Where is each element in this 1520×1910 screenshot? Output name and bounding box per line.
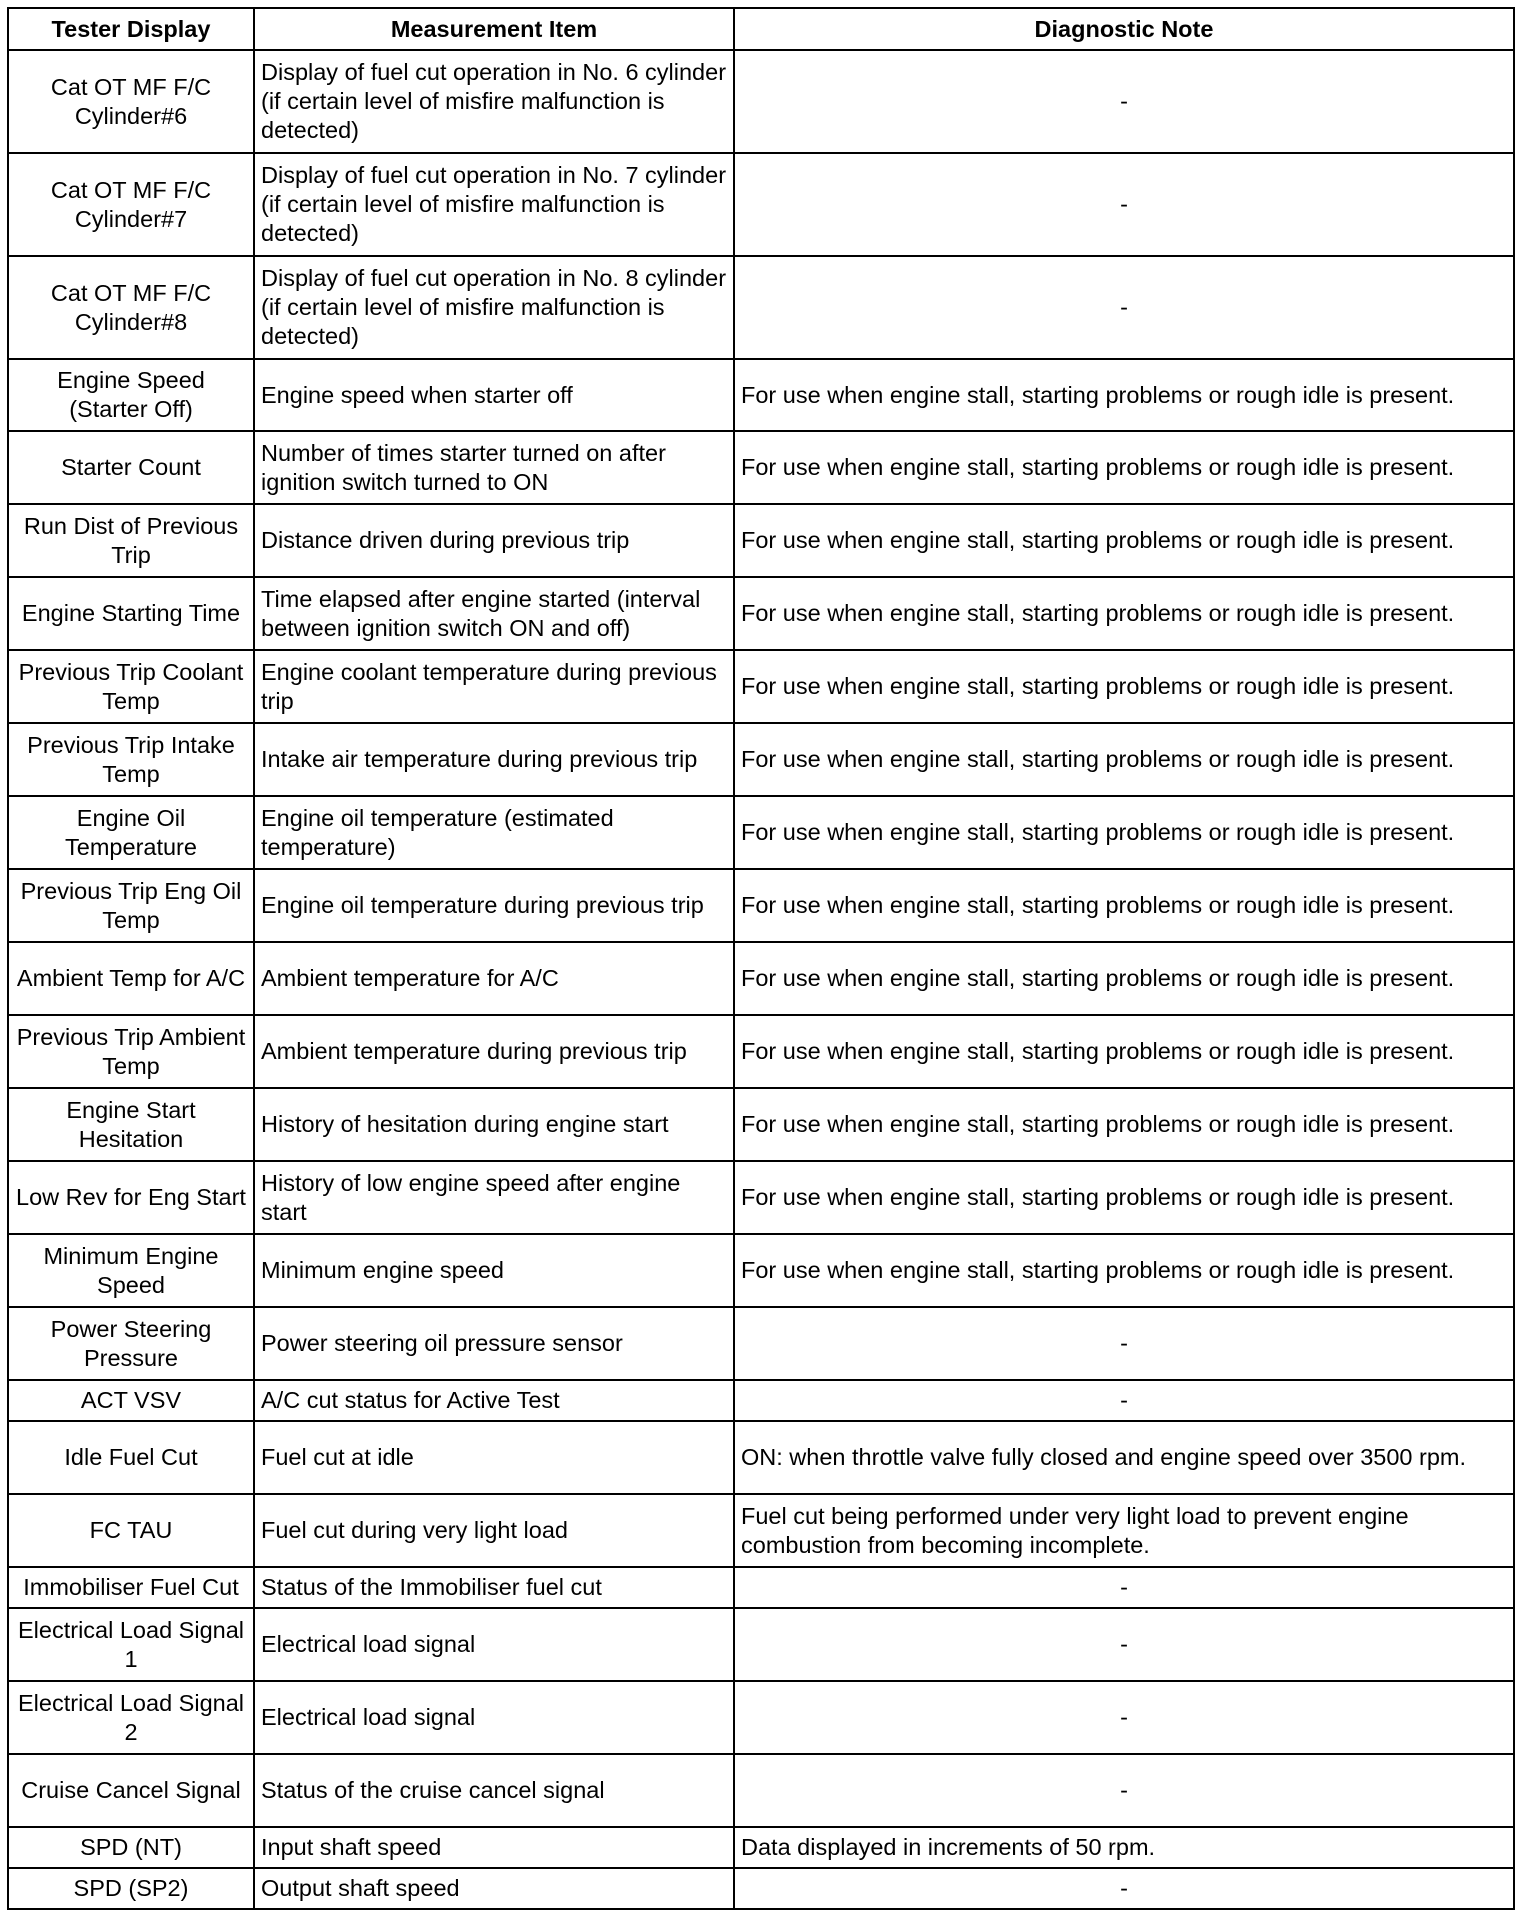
cell-diagnostic-note: For use when engine stall, starting problems or rough idle is present. [734,723,1514,796]
table-row [8,256,1514,359]
table-row [8,1015,1514,1088]
table-row [8,1380,1514,1421]
table-row [8,359,1514,431]
cell-tester-display: Minimum Engine Speed [8,1234,254,1307]
table-row [8,577,1514,650]
cell-diagnostic-note: - [734,1754,1514,1827]
cell-diagnostic-note: For use when engine stall, starting problems or rough idle is present. [734,359,1514,431]
table-row [8,796,1514,869]
cell-measurement-item: Number of times starter turned on after ignition switch turned to ON [254,431,734,504]
cell-diagnostic-note: For use when engine stall, starting problems or rough idle is present. [734,431,1514,504]
cell-diagnostic-note: - [734,1307,1514,1380]
cell-diagnostic-note: - [734,1868,1514,1909]
data-list-table-container [7,7,1513,1910]
cell-tester-display: Electrical Load Signal 2 [8,1681,254,1754]
table-row [8,869,1514,942]
cell-diagnostic-note: For use when engine stall, starting problems or rough idle is present. [734,504,1514,577]
cell-tester-display: Ambient Temp for A/C [8,942,254,1015]
cell-diagnostic-note: - [734,1567,1514,1608]
cell-diagnostic-note: ON: when throttle valve fully closed and engine speed over 3500 rpm. [734,1421,1514,1494]
cell-measurement-item: Electrical load signal [254,1681,734,1754]
cell-measurement-item: Ambient temperature for A/C [254,942,734,1015]
cell-tester-display: Previous Trip Coolant Temp [8,650,254,723]
cell-measurement-item: Fuel cut at idle [254,1421,734,1494]
table-body [8,50,1514,1909]
cell-tester-display: Power Steering Pressure [8,1307,254,1380]
table-row [8,1494,1514,1567]
cell-measurement-item: Electrical load signal [254,1608,734,1681]
cell-tester-display: Immobiliser Fuel Cut [8,1567,254,1608]
table-row [8,50,1514,153]
cell-tester-display: Cruise Cancel Signal [8,1754,254,1827]
cell-measurement-item: Minimum engine speed [254,1234,734,1307]
table-row [8,1754,1514,1827]
cell-diagnostic-note: For use when engine stall, starting problems or rough idle is present. [734,942,1514,1015]
cell-tester-display: Starter Count [8,431,254,504]
cell-tester-display: SPD (NT) [8,1827,254,1868]
cell-tester-display: Engine Start Hesitation [8,1088,254,1161]
table-row [8,1567,1514,1608]
table-row [8,1827,1514,1868]
cell-diagnostic-note: For use when engine stall, starting problems or rough idle is present. [734,577,1514,650]
cell-diagnostic-note: For use when engine stall, starting problems or rough idle is present. [734,796,1514,869]
table-row [8,153,1514,256]
table-row [8,1868,1514,1909]
cell-measurement-item: Display of fuel cut operation in No. 7 cylinder (if certain level of misfire malfunction is detected) [254,153,734,256]
cell-measurement-item: Display of fuel cut operation in No. 8 cylinder (if certain level of misfire malfunction is detected) [254,256,734,359]
cell-measurement-item: Time elapsed after engine started (interval between ignition switch ON and off) [254,577,734,650]
table-row [8,1088,1514,1161]
table-header [8,8,1514,50]
cell-diagnostic-note: Fuel cut being performed under very light load to prevent engine combustion from becoming incomplete. [734,1494,1514,1567]
cell-diagnostic-note: - [734,1681,1514,1754]
cell-measurement-item: Distance driven during previous trip [254,504,734,577]
cell-diagnostic-note: For use when engine stall, starting problems or rough idle is present. [734,869,1514,942]
cell-diagnostic-note: For use when engine stall, starting problems or rough idle is present. [734,1234,1514,1307]
header-diagnostic-note: Diagnostic Note [734,8,1514,50]
header-tester-display: Tester Display [8,8,254,50]
table-row [8,1307,1514,1380]
cell-measurement-item: Fuel cut during very light load [254,1494,734,1567]
cell-tester-display: Cat OT MF F/C Cylinder#8 [8,256,254,359]
cell-tester-display: SPD (SP2) [8,1868,254,1909]
cell-measurement-item: Power steering oil pressure sensor [254,1307,734,1380]
cell-tester-display: Engine Starting Time [8,577,254,650]
cell-measurement-item: Engine coolant temperature during previous trip [254,650,734,723]
table-row [8,650,1514,723]
cell-tester-display: Cat OT MF F/C Cylinder#7 [8,153,254,256]
cell-diagnostic-note: Data displayed in increments of 50 rpm. [734,1827,1514,1868]
cell-tester-display: Cat OT MF F/C Cylinder#6 [8,50,254,153]
cell-tester-display: Previous Trip Intake Temp [8,723,254,796]
cell-measurement-item: Display of fuel cut operation in No. 6 cylinder (if certain level of misfire malfunction is detected) [254,50,734,153]
table-row [8,1161,1514,1234]
cell-measurement-item: Engine oil temperature during previous trip [254,869,734,942]
cell-tester-display: Previous Trip Ambient Temp [8,1015,254,1088]
cell-measurement-item: A/C cut status for Active Test [254,1380,734,1421]
table-row [8,723,1514,796]
cell-diagnostic-note: For use when engine stall, starting problems or rough idle is present. [734,650,1514,723]
cell-measurement-item: Engine oil temperature (estimated temperature) [254,796,734,869]
cell-tester-display: Engine Oil Temperature [8,796,254,869]
cell-measurement-item: Input shaft speed [254,1827,734,1868]
cell-tester-display: FC TAU [8,1494,254,1567]
cell-tester-display: Electrical Load Signal 1 [8,1608,254,1681]
cell-diagnostic-note: - [734,153,1514,256]
cell-diagnostic-note: For use when engine stall, starting problems or rough idle is present. [734,1015,1514,1088]
table-row [8,1608,1514,1681]
cell-diagnostic-note: For use when engine stall, starting problems or rough idle is present. [734,1088,1514,1161]
cell-measurement-item: Output shaft speed [254,1868,734,1909]
data-list-table [7,7,1515,1910]
cell-measurement-item: Status of the Immobiliser fuel cut [254,1567,734,1608]
cell-measurement-item: Ambient temperature during previous trip [254,1015,734,1088]
cell-tester-display: Engine Speed (Starter Off) [8,359,254,431]
cell-tester-display: Low Rev for Eng Start [8,1161,254,1234]
table-row [8,504,1514,577]
cell-tester-display: ACT VSV [8,1380,254,1421]
table-row [8,1421,1514,1494]
table-row [8,1681,1514,1754]
header-row [8,8,1514,50]
cell-measurement-item: Engine speed when starter off [254,359,734,431]
cell-tester-display: Idle Fuel Cut [8,1421,254,1494]
cell-diagnostic-note: - [734,50,1514,153]
cell-measurement-item: History of hesitation during engine start [254,1088,734,1161]
cell-tester-display: Run Dist of Previous Trip [8,504,254,577]
cell-diagnostic-note: For use when engine stall, starting problems or rough idle is present. [734,1161,1514,1234]
header-measurement-item: Measurement Item [254,8,734,50]
table-row [8,1234,1514,1307]
cell-measurement-item: Status of the cruise cancel signal [254,1754,734,1827]
cell-tester-display: Previous Trip Eng Oil Temp [8,869,254,942]
cell-measurement-item: Intake air temperature during previous trip [254,723,734,796]
cell-diagnostic-note: - [734,256,1514,359]
table-row [8,431,1514,504]
cell-measurement-item: History of low engine speed after engine start [254,1161,734,1234]
cell-diagnostic-note: - [734,1608,1514,1681]
table-row [8,942,1514,1015]
cell-diagnostic-note: - [734,1380,1514,1421]
